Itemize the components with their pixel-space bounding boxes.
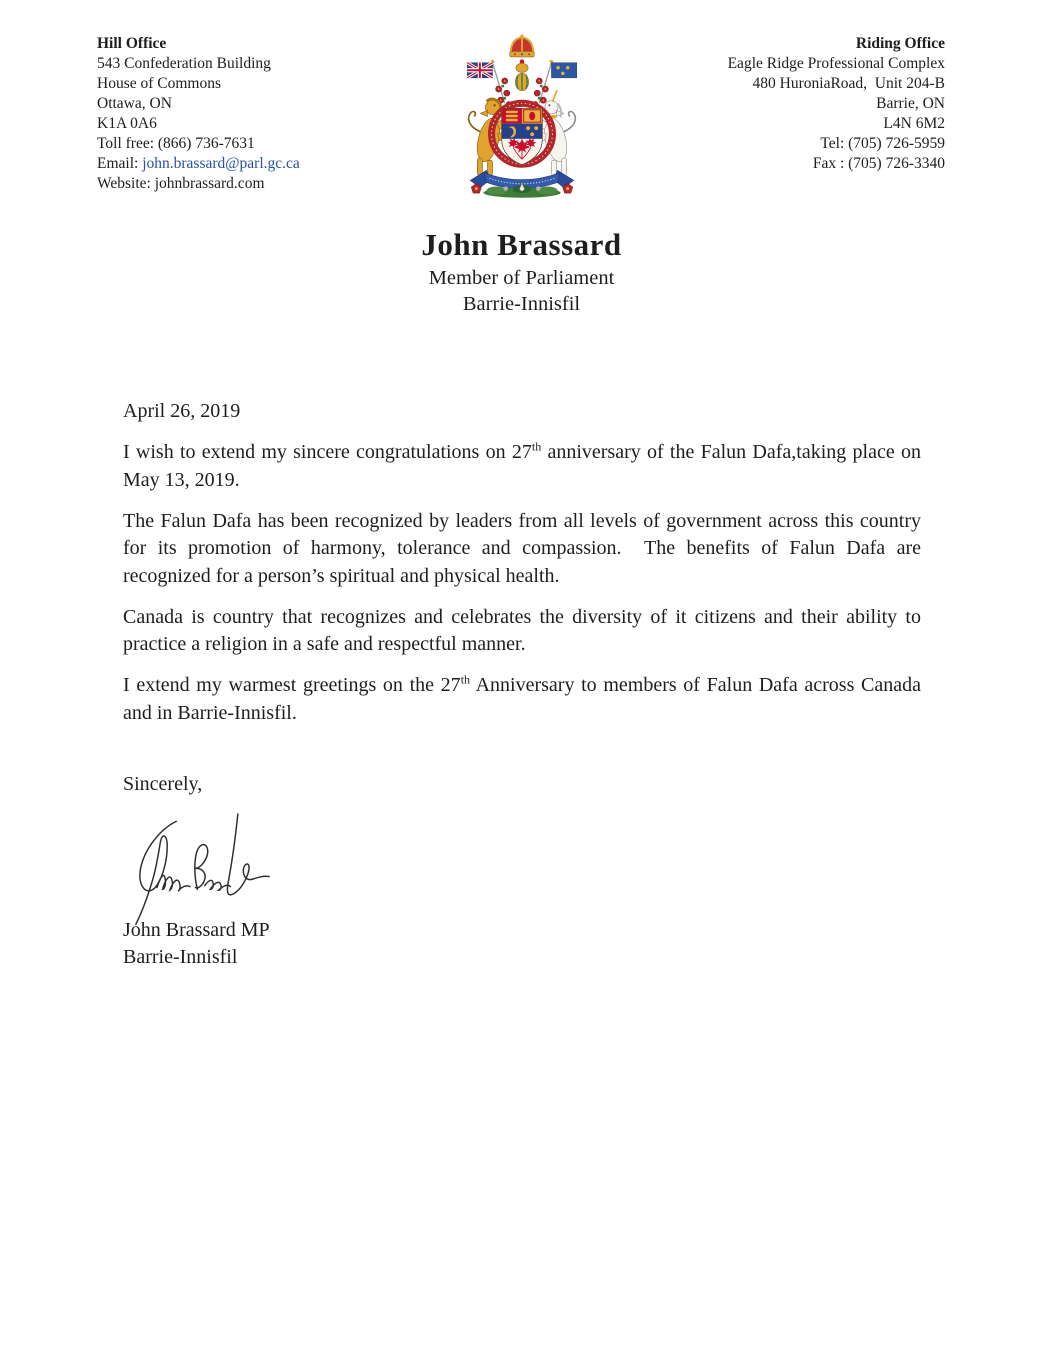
hill-office-block: [97, 34, 300, 194]
crest: [515, 59, 528, 90]
paragraph-1-text: I wish to extend my sincere congratulations on 27: [123, 441, 532, 463]
signer-name: John Brassard MP: [123, 918, 270, 941]
email-link[interactable]: john.brassard@parl.gc.ca: [142, 155, 300, 172]
paragraph-2: The Falun Dafa has been recognized by leaders from all levels of government across this country for its promotion of harmony, tolerance and compassion. The benefits of Falun Dafa are recognized for a person’s spiritual and physical health.: [123, 509, 926, 587]
hill-office-address-line: House of Commons: [97, 75, 221, 92]
paragraph-4-text: I extend my warmest greetings on the 27: [123, 674, 461, 696]
hill-office-tollfree-line: Toll free: (866) 736-7631: [97, 135, 255, 152]
hill-office-address-line: 543 Confederation Building: [97, 55, 271, 72]
floral-compartment: [471, 183, 573, 197]
riding-office-block: [728, 34, 945, 174]
hill-office-title: Hill Office: [97, 35, 167, 52]
paragraph-3: Canada is country that recognizes and celebrates the diversity of it citizens and their ability to practice a religion in a safe and respectful manner.: [123, 605, 926, 655]
mp-name: John Brassard: [421, 227, 622, 262]
riding-office-fax-line: Fax : (705) 726-3340: [812, 155, 945, 172]
riding-office-title: Riding Office: [855, 35, 945, 52]
fleur-de-lis-flag: [551, 63, 576, 78]
paragraph-1: [123, 439, 926, 494]
riding-office-address-line: Barrie, ON: [876, 95, 945, 112]
hill-office-address-line: Ottawa, ON: [97, 95, 172, 112]
canada-coat-of-arms-icon: [456, 34, 588, 202]
union-jack-flag: [467, 63, 492, 78]
ordinal-superscript: th: [460, 672, 471, 687]
paragraph-1-text: anniversary of the Falun Dafa,taking place on May 13, 2019.: [123, 441, 926, 491]
website-value: johnbrassard.com: [154, 175, 265, 192]
mp-riding: Barrie-Innisfil: [462, 293, 581, 315]
signer-riding: Barrie-Innisfil: [123, 945, 238, 968]
riding-office-address-line: L4N 6M2: [883, 115, 945, 132]
letter-date: April 26, 2019: [123, 400, 241, 422]
paragraph-4: [123, 672, 926, 727]
hill-office-website-line: [97, 174, 300, 194]
ordinal-superscript: th: [531, 439, 542, 454]
hill-office-address-line: K1A 0A6: [97, 115, 157, 132]
royal-crown: [509, 34, 533, 57]
riding-office-tel-line: Tel: (705) 726-5959: [820, 135, 945, 152]
website-label: Website:: [97, 175, 155, 192]
riding-office-address-line: Eagle Ridge Professional Complex: [727, 55, 945, 72]
mp-title: Member of Parliament: [428, 267, 615, 289]
hill-office-email-line: [97, 154, 300, 174]
email-label: Email:: [97, 155, 143, 172]
letter-body: [123, 398, 926, 971]
closing: Sincerely,: [123, 773, 203, 795]
letterhead: [0, 228, 1043, 317]
signature-image: [117, 803, 921, 927]
paragraph-4-text: Anniversary to members of Falun Dafa across Canada and in Barrie-Innisfil.: [123, 674, 926, 724]
riding-office-address-line: 480 HuroniaRoad, Unit 204-B: [752, 75, 945, 92]
